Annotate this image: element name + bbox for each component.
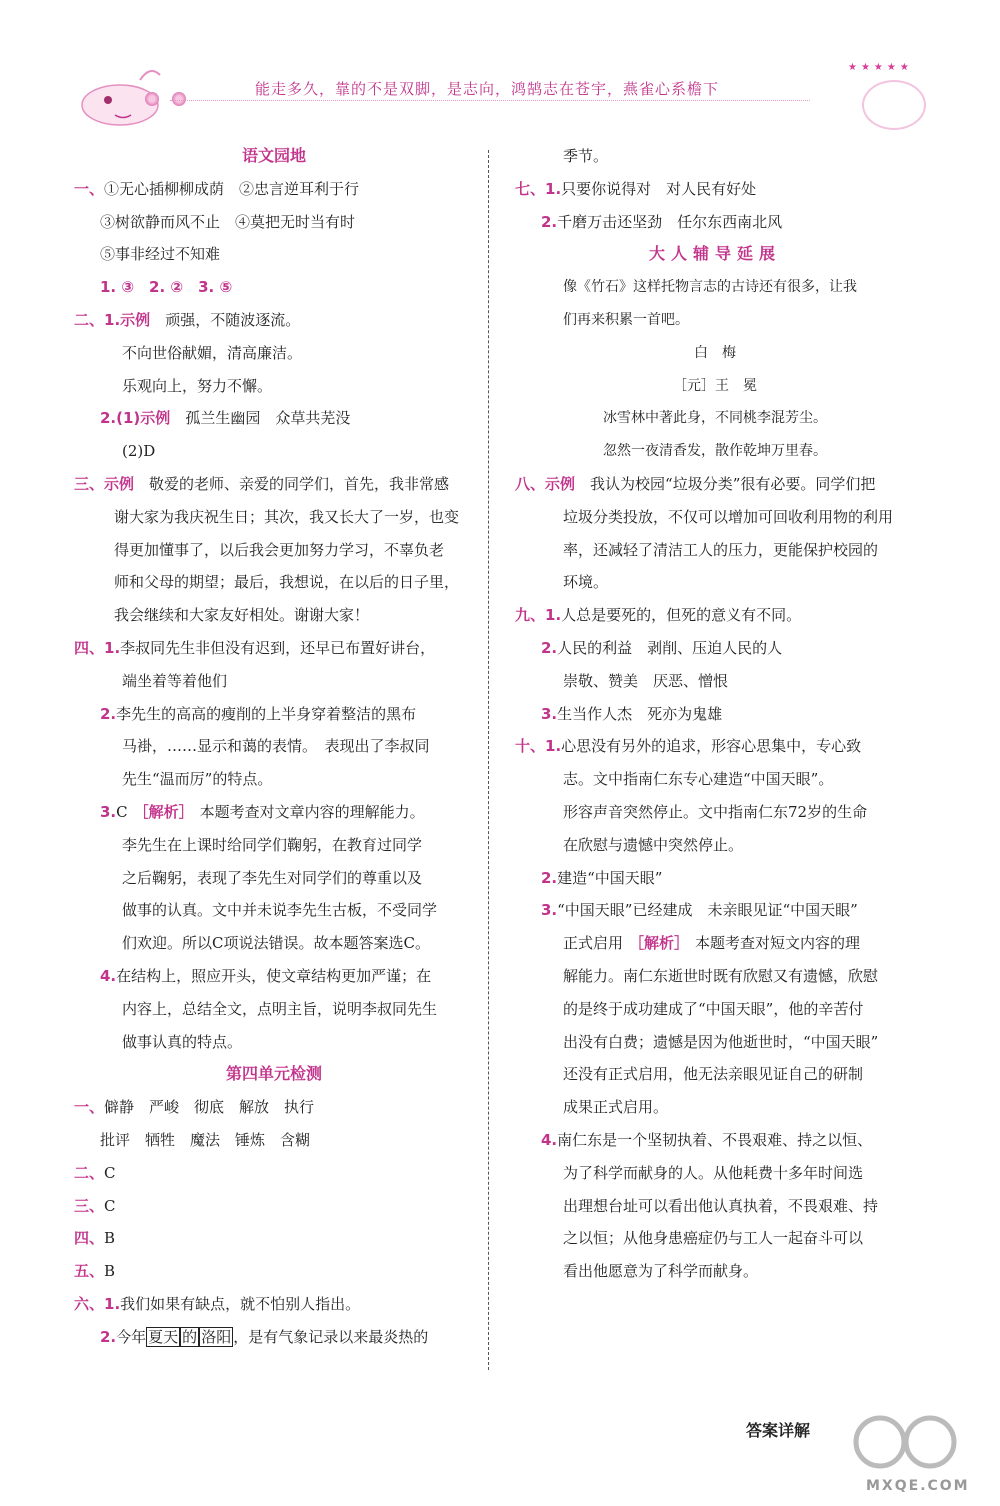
answer-text: 解能力。南仁东逝世时既有欣慰又有遗憾，欣慰 — [563, 966, 879, 985]
answer-text: 垃圾分类投放，不仅可以增加可回收利用物的利用 — [563, 507, 894, 526]
sub-number: 1. — [545, 179, 562, 198]
answer-text: 为了科学而献身的人。从他耗费十多年时间选 — [563, 1163, 864, 1182]
poem-line: 冰雪林中著此身，不同桃李混芳尘。 — [603, 410, 827, 427]
answer-text: C — [104, 1196, 116, 1215]
corner-logo-icon — [862, 80, 926, 130]
answer-text: 看出他愿意为了科学而献身。 — [563, 1262, 759, 1281]
answer-text: 做事认真的特点。 — [122, 1032, 243, 1051]
answer-text: 顽强，不随波逐流。 — [165, 310, 301, 329]
boxed-word: 洛阳 — [201, 1327, 232, 1346]
page-header — [0, 0, 1000, 140]
poem-title: 白 梅 — [694, 344, 736, 361]
answer-text: 人总是要死的，但死的意义有不同。 — [561, 606, 802, 625]
answer-text: 我会继续和大家友好相处。谢谢大家！ — [114, 606, 370, 625]
answer-text: 李叔同先生非但没有迟到，还早已布置好讲台， — [120, 638, 436, 657]
q-number: 一、 — [74, 179, 105, 198]
answer-text: ，是有气象记录以来最炎热的 — [233, 1327, 429, 1346]
answer-text: 南仁东是一个坚韧执着、不畏艰难、持之以恒、 — [557, 1130, 873, 1149]
answer-text: 在欣慰与遗憾中突然停止。 — [563, 835, 744, 854]
answer-text: 形容声音突然停止。文中指南仁东72岁的生命 — [563, 802, 868, 821]
q-number: 六、 — [74, 1294, 105, 1313]
answer-text: 成果正式启用。 — [563, 1098, 669, 1117]
boxed-word: 夏天 — [148, 1327, 179, 1346]
example-label: 示例 — [104, 474, 135, 493]
header-motto: 能走多久，靠的不是双脚，是志向，鸿鹄志在苍宇，燕雀心系檐下 — [255, 80, 720, 98]
answer-text: 们欢迎。所以C项说法错误。故本题答案选C。 — [122, 934, 430, 953]
answer-text: (2)D — [122, 442, 156, 461]
answer-text: 心思没有另外的追求，形容心思集中，专心致 — [561, 737, 862, 756]
answer-text: 本题考查对短文内容的理 — [695, 934, 861, 953]
answer-text: 之以恒；从他身患癌症仍与工人一起奋斗可以 — [563, 1229, 864, 1248]
answer-text: 谢大家为我庆祝生日；其次，我又长大了一岁，也变 — [114, 507, 460, 526]
answer-text: 李先生在上课时给同学们鞠躬，在教育过同学 — [122, 835, 423, 854]
answer-text: 李先生的高高的瘦削的上半身穿着整洁的黑布 — [116, 704, 417, 723]
answer-text: 马褂，……显示和蔼的表情。 表现出了李叔同 — [122, 737, 430, 756]
sub-number: 1. — [104, 310, 121, 329]
sub-number: 3. — [100, 802, 117, 821]
q-number: 三、 — [74, 1196, 105, 1215]
answer-text: 僻静 严峻 彻底 解放 执行 — [104, 1098, 315, 1117]
sub-number: 2. — [541, 868, 558, 887]
sub-number: 3. — [541, 901, 558, 920]
right-column — [515, 140, 915, 1288]
watermark-logo-icon — [850, 1402, 960, 1482]
sub-number: 2. — [100, 409, 117, 428]
flower-icon — [172, 92, 186, 106]
answer-text: 千磨万击还坚劲 任尔东西南北风 — [557, 212, 783, 231]
answer-text: ①无心插柳柳成荫 ②忠言逆耳利于行 — [104, 179, 360, 198]
q-number: 二、 — [74, 1163, 105, 1182]
answer-text: “中国天眼”已经建成 未亲眼见证“中国天眼” — [557, 901, 858, 920]
q-number: 四、 — [74, 1229, 105, 1248]
answer-text: 环境。 — [563, 573, 609, 592]
sub-number: 1. — [104, 638, 121, 657]
answer-text: B — [104, 1229, 116, 1248]
answer-text: 生当作人杰 死亦为鬼雄 — [557, 704, 723, 723]
answer-text: 本题考查对文章内容的理解能力。 — [199, 802, 425, 821]
sub-number: 1. — [104, 1294, 121, 1313]
sub-number: 2. — [100, 704, 117, 723]
q-number: 三、 — [74, 474, 105, 493]
answer-text: 先生“温而厉”的特点。 — [122, 770, 273, 789]
answer-text: 之后鞠躬，表现了李先生对同学们的尊重以及 — [122, 868, 423, 887]
answer-text: 今年 — [116, 1327, 147, 1346]
part-number: (1) — [116, 409, 141, 428]
sub-number: 2. — [100, 1327, 117, 1346]
footer-label: 答案详解 — [746, 1421, 811, 1440]
answer-text: 人民的利益 剥削、压迫人民的人 — [557, 638, 783, 657]
answer-text: 率，还减轻了清洁工人的压力，更能保护校园的 — [563, 540, 879, 559]
answer-text: C — [116, 802, 128, 821]
answer-text: 乐观向上，努力不懈。 — [122, 376, 273, 395]
header-rule — [170, 100, 810, 101]
sub-number: 3. — [541, 704, 558, 723]
watermark-text: MXQE.COM — [866, 1478, 970, 1494]
answer-text: ⑤事非经过不知难 — [100, 245, 221, 264]
answer-text: 志。文中指南仁东专心建造“中国天眼”。 — [563, 770, 834, 789]
section-title: 大人辅导延展 — [648, 244, 781, 264]
answer-text: 崇敬、赞美 厌恶、憎恨 — [563, 671, 729, 690]
answer-text: 1. ③ 2. ② 3. ⑤ — [100, 278, 233, 297]
analysis-label: ［解析］ — [629, 934, 690, 953]
q-number: 二、 — [74, 310, 105, 329]
answer-text: 我们如果有缺点，就不怕别人指出。 — [120, 1294, 361, 1313]
answer-text: 师和父母的期望；最后，我想说，在以后的日子里， — [114, 573, 460, 592]
answer-text: 像《竹石》这样托物言志的古诗还有很多，让我 — [563, 279, 857, 296]
answer-text: B — [104, 1262, 116, 1281]
q-number: 七、 — [515, 179, 546, 198]
sub-number: 4. — [541, 1130, 558, 1149]
q-number: 一、 — [74, 1098, 105, 1117]
sub-number: 1. — [545, 737, 562, 756]
example-label: 示例 — [140, 409, 171, 428]
sub-number: 2. — [541, 212, 558, 231]
section-title: 第四单元检测 — [225, 1064, 322, 1084]
answer-text: 只要你说得对 对人民有好处 — [561, 179, 757, 198]
answer-text: 内容上，总结全文，点明主旨，说明李叔同先生 — [122, 999, 438, 1018]
answer-text: 的是终于成功建成了“中国天眼”，他的辛苦付 — [563, 999, 864, 1018]
column-divider — [488, 150, 489, 1370]
sub-number: 2. — [541, 638, 558, 657]
answer-text: 端坐着等着他们 — [122, 671, 228, 690]
answer-text: 季节。 — [563, 147, 609, 165]
answer-text: 敬爱的老师、亲爱的同学们，首先，我非常感 — [149, 474, 450, 493]
answer-text: ③树欲静而风不止 ④莫把无时当有时 — [100, 212, 356, 231]
sub-number: 4. — [100, 966, 117, 985]
answer-text: C — [104, 1163, 116, 1182]
poem-line: 忽然一夜清香发，散作乾坤万里春。 — [603, 443, 827, 460]
sub-number: 1. — [545, 606, 562, 625]
poem-author: ［元］王 冕 — [673, 377, 757, 394]
answer-text: 们再来积累一首吧。 — [563, 311, 689, 328]
example-label: 示例 — [545, 474, 576, 493]
answer-text: 在结构上，照应开头，使文章结构更加严谨；在 — [116, 966, 432, 985]
q-number: 五、 — [74, 1262, 105, 1281]
answer-text: 不向世俗献媚，清高廉洁。 — [122, 343, 303, 362]
answer-text: 我认为校园“垃圾分类”很有必要。同学们把 — [590, 474, 876, 493]
example-label: 示例 — [120, 310, 151, 329]
answer-text: 出理想台址可以看出他认真执着，不畏艰难、持 — [563, 1196, 879, 1215]
answer-text: 正式启用 — [563, 934, 624, 953]
answer-text: 批评 牺牲 魔法 锤炼 含糊 — [100, 1130, 311, 1149]
q-number: 十、 — [515, 737, 546, 756]
flower-icon — [145, 92, 159, 106]
answer-text: 还没有正式启用，他无法亲眼见证自己的研制 — [563, 1065, 864, 1084]
answer-text: 做事的认真。文中并未说李先生古板，不受同学 — [122, 901, 438, 920]
q-number: 四、 — [74, 638, 105, 657]
stars-icon: ★★★★★ — [848, 62, 913, 73]
left-column — [74, 140, 474, 1353]
q-number: 九、 — [515, 606, 546, 625]
answer-text: 出没有白费；遗憾是因为他逝世时，“中国天眼” — [563, 1032, 879, 1051]
answer-text: 建造“中国天眼” — [557, 868, 663, 887]
analysis-label: ［解析］ — [133, 802, 194, 821]
section-title: 语文园地 — [241, 146, 306, 165]
boxed-word: 的 — [182, 1327, 198, 1346]
q-number: 八、 — [515, 474, 546, 493]
answer-text: 孤兰生幽园 众草共芜没 — [185, 409, 351, 428]
answer-text: 得更加懂事了，以后我会更加努力学习，不辜负老 — [114, 540, 445, 559]
